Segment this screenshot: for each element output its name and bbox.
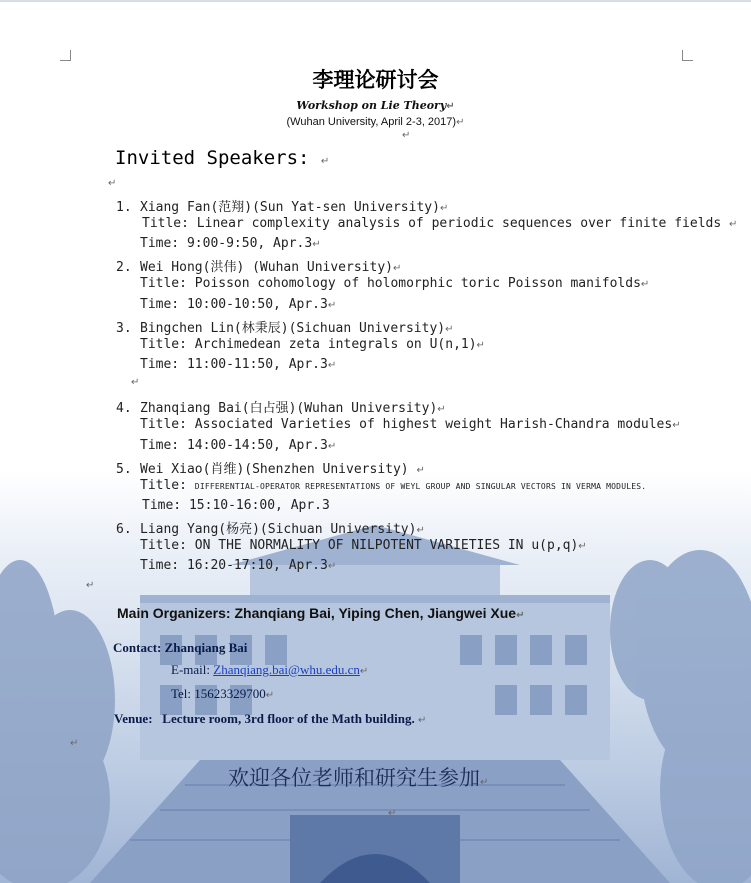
paragraph-mark: ↵	[70, 738, 79, 749]
speaker-talk-title: Title: Archimedean zeta integrals on U(n,1)↵	[140, 337, 485, 352]
speaker-name: 2. Wei Hong(洪伟) (Wuhan University)↵	[116, 260, 402, 275]
window-top-border	[0, 0, 751, 2]
main-organizers: Main Organizers: Zhanqiang Bai, Yiping Chen, Jiangwei Xue↵	[117, 605, 525, 621]
speaker-name: 6. Liang Yang(杨亮)(Sichuan University)↵	[116, 522, 425, 537]
speaker-talk-time: Time: 14:00-14:50, Apr.3↵	[140, 438, 337, 453]
speaker-talk-time: Time: 9:00-9:50, Apr.3↵	[140, 236, 321, 251]
contact-email: E-mail: Zhanqiang.bai@whu.edu.cn↵	[171, 662, 369, 677]
welcome-message: 欢迎各位老师和研究生参加↵	[228, 766, 489, 790]
invited-speakers-heading: Invited Speakers: ↵	[115, 147, 330, 169]
paragraph-mark: ↵	[402, 130, 411, 141]
speaker-talk-title: Title: Associated Varieties of highest weight Harish-Chandra modules↵	[140, 417, 681, 432]
page-title-english: Workshop on Lie Theory↵	[296, 99, 455, 112]
speaker-talk-title: Title: Linear complexity analysis of periodic sequences over finite fields ↵	[142, 216, 738, 231]
crop-mark-top-right	[682, 50, 693, 61]
speaker-name: 4. Zhanqiang Bai(白占强)(Wuhan University)↵	[116, 401, 446, 416]
paragraph-mark: ↵	[131, 377, 140, 388]
crop-mark-top-left	[60, 50, 71, 61]
page-title-chinese: 李理论研讨会	[312, 68, 439, 92]
speaker-talk-time: Time: 15:10-16:00, Apr.3	[142, 498, 330, 513]
speaker-talk-time: Time: 16:20-17:10, Apr.3↵	[140, 558, 337, 573]
speaker-talk-time: Time: 10:00-10:50, Apr.3↵	[140, 297, 337, 312]
venue-line: Venue: Lecture room, 3rd floor of the Math building. ↵	[114, 711, 427, 726]
speaker-talk-title: Title: DIFFERENTIAL-OPERATOR REPRESENTATIONS OF WEYL GROUP AND SINGULAR VECTORS IN VERMA MODULES.	[140, 478, 647, 493]
speaker-name: 3. Bingchen Lin(林秉辰)(Sichuan University)↵	[116, 321, 454, 336]
contact-tel: Tel: 15623329700↵	[171, 686, 275, 701]
workshop-date-location: (Wuhan University, April 2-3, 2017)↵	[286, 116, 465, 128]
speaker-talk-title: Title: ON THE NORMALITY OF NILPOTENT VARIETIES IN u(p,q)↵	[140, 538, 587, 553]
paragraph-mark: ↵	[108, 178, 117, 189]
email-link[interactable]: Zhanqiang.bai@whu.edu.cn	[213, 662, 360, 677]
speaker-talk-time: Time: 11:00-11:50, Apr.3↵	[140, 357, 337, 372]
paragraph-mark: ↵	[388, 808, 397, 819]
speaker-talk-title: Title: Poisson cohomology of holomorphic toric Poisson manifolds↵	[140, 276, 650, 291]
speaker-name: 5. Wei Xiao(肖维)(Shenzhen University) ↵	[116, 462, 425, 477]
speaker-name: 1. Xiang Fan(范翔)(Sun Yat-sen University)↵	[116, 200, 449, 215]
paragraph-mark: ↵	[86, 580, 95, 591]
contact-line: Contact: Zhanqiang Bai	[113, 640, 248, 655]
